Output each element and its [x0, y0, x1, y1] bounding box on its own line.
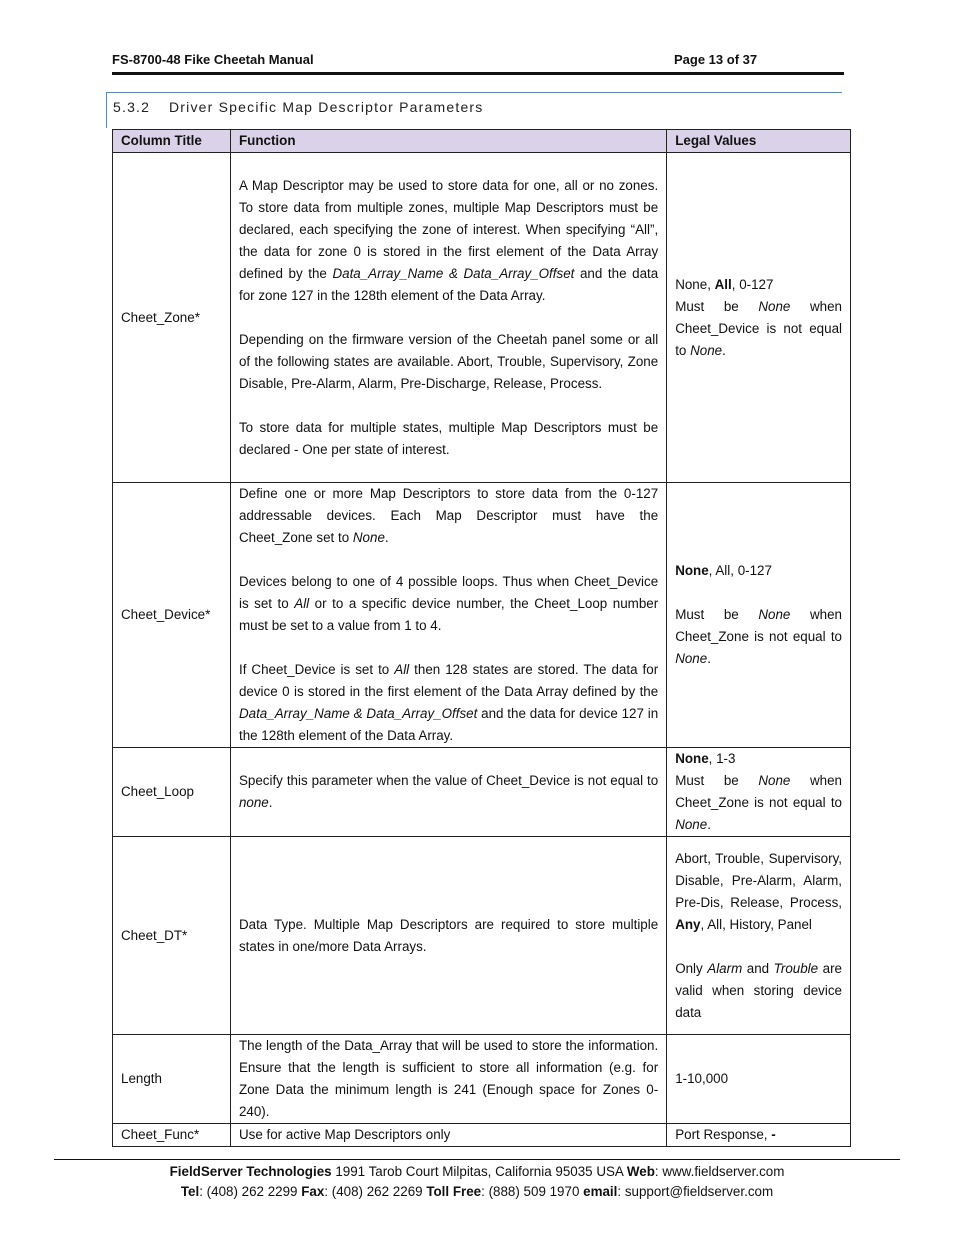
- row-function: [230, 837, 666, 1035]
- table-row: [113, 837, 851, 1035]
- row-legal-values: [667, 748, 851, 837]
- legal-values-line: None, 1-3: [675, 751, 736, 766]
- footer-tollfree-value: : (888) 509 1970: [481, 1184, 584, 1199]
- row-legal-values: [667, 153, 851, 483]
- row-function: [230, 1035, 666, 1124]
- function-paragraph: If Cheet_Device is set to All then 128 states are stored. The data for device 0 is stored in the first element of the Data Array defined by the Data_Array_Name & Data_Array_Offset and the data for device 127 in the 128th element of the Data Array.: [238, 662, 659, 743]
- function-paragraph: Depending on the firmware version of the Cheetah panel some or all of the following states are available. Abort, Trouble, Supervisory, Zone Disable, Pre-Alarm, Alarm, Pre-Discharge, Release, Process.: [238, 331, 659, 391]
- legal-values-note: Must be None when Cheet_Zone is not equal to None.: [675, 773, 842, 832]
- legal-values-note: Only Alarm and Trouble are valid when storing device data: [675, 960, 842, 1020]
- row-legal-values: [667, 1124, 851, 1147]
- row-title: Cheet_Zone*: [113, 153, 231, 483]
- footer-web-label: Web: [626, 1164, 655, 1179]
- column-header-function: Function: [230, 130, 666, 153]
- table-row: [113, 1035, 851, 1124]
- footer-email-value: : support@fieldserver.com: [617, 1184, 774, 1199]
- page-header: [112, 50, 844, 72]
- table-row: [113, 153, 851, 483]
- page-footer: [54, 1162, 900, 1202]
- footer-company: FieldServer Technologies: [169, 1164, 332, 1179]
- section-number: 5.3.2: [113, 99, 151, 115]
- row-title: Length: [113, 1035, 231, 1124]
- footer-tel-value: : (408) 262 2299: [199, 1184, 302, 1199]
- function-paragraph: Data Type. Multiple Map Descriptors are required to store multiple states in one/more Data Arrays.: [238, 916, 659, 954]
- legal-values-line: 1-10,000: [675, 1071, 729, 1086]
- footer-divider: [54, 1159, 900, 1160]
- table-header-row: [113, 130, 851, 153]
- table-row: [113, 748, 851, 837]
- function-paragraph: To store data for multiple states, multiple Map Descriptors must be declared - One per state of interest.: [238, 419, 659, 457]
- legal-values-line: None, All, 0-127: [675, 563, 772, 578]
- footer-web-value: : www.fieldserver.com: [654, 1164, 785, 1179]
- function-paragraph: Devices belong to one of 4 possible loops. Thus when Cheet_Device is set to All or to a specific device number, the Cheet_Loop number must be set to a value from 1 to 4.: [238, 574, 659, 633]
- table-row: [113, 483, 851, 748]
- page-number: Page 13 of 37: [674, 52, 758, 67]
- footer-tel-label: Tel: [180, 1184, 200, 1199]
- footer-tollfree-label: Toll Free: [426, 1184, 482, 1199]
- legal-values-line: Port Response, -: [675, 1127, 776, 1142]
- footer-line-1: [54, 1162, 900, 1182]
- function-paragraph: Specify this parameter when the value of Cheet_Device is not equal to none.: [238, 773, 659, 810]
- row-legal-values: [667, 483, 851, 748]
- row-function: [230, 748, 666, 837]
- footer-fax-value: : (408) 262 2269: [324, 1184, 427, 1199]
- footer-line-2: [54, 1182, 900, 1202]
- document-title: FS-8700-48 Fike Cheetah Manual: [112, 52, 314, 67]
- function-paragraph: The length of the Data_Array that will be used to store the information. Ensure that the length is sufficient to store all information (e.g. for Zone Data the minimum length is 241 (Enough space for Zones 0-240).: [238, 1038, 659, 1119]
- legal-values-note: Must be None when Cheet_Zone is not equal to None.: [675, 607, 842, 666]
- header-divider: [112, 72, 844, 75]
- row-function: [230, 153, 666, 483]
- row-title: Cheet_DT*: [113, 837, 231, 1035]
- row-title: Cheet_Device*: [113, 483, 231, 748]
- footer-address: 1991 Tarob Court Milpitas, California 95035 USA: [331, 1164, 627, 1179]
- footer-fax-label: Fax: [301, 1184, 325, 1199]
- column-header-title: Column Title: [113, 130, 231, 153]
- function-paragraph: Use for active Map Descriptors only: [238, 1127, 451, 1142]
- row-title: Cheet_Func*: [113, 1124, 231, 1147]
- row-legal-values: [667, 837, 851, 1035]
- row-function: [230, 483, 666, 748]
- table-row: [113, 1124, 851, 1147]
- row-function: [230, 1124, 666, 1147]
- function-paragraph: Define one or more Map Descriptors to store data from the 0-127 addressable devices. Each Map Descriptor must have the Cheet_Zone set to None.: [238, 486, 659, 545]
- section-heading: [106, 92, 842, 128]
- column-header-legal-values: Legal Values: [667, 130, 851, 153]
- section-title: Driver Specific Map Descriptor Parameters: [169, 99, 484, 115]
- footer-email-label: email: [583, 1184, 618, 1199]
- row-title: Cheet_Loop: [113, 748, 231, 837]
- row-legal-values: [667, 1035, 851, 1124]
- legal-values-line: None, All, 0-127: [675, 276, 774, 292]
- parameters-table: [112, 129, 851, 1147]
- legal-values-line: Abort, Trouble, Supervisory, Disable, Pre-Alarm, Alarm, Pre-Dis, Release, Process, Any, All, History, Panel: [675, 850, 842, 932]
- function-paragraph: A Map Descriptor may be used to store data for one, all or no zones. To store data from multiple zones, multiple Map Descriptors must be declared, each specifying the zone of interest. When specifying “All”, the data for zone 0 is stored in the first element of the Data Array defined by the Data_Array_Name & Data_Array_Offset and the data for zone 127 in the 128th element of the Data Array.: [238, 177, 659, 303]
- legal-values-note: Must be None when Cheet_Device is not equal to None.: [675, 298, 842, 358]
